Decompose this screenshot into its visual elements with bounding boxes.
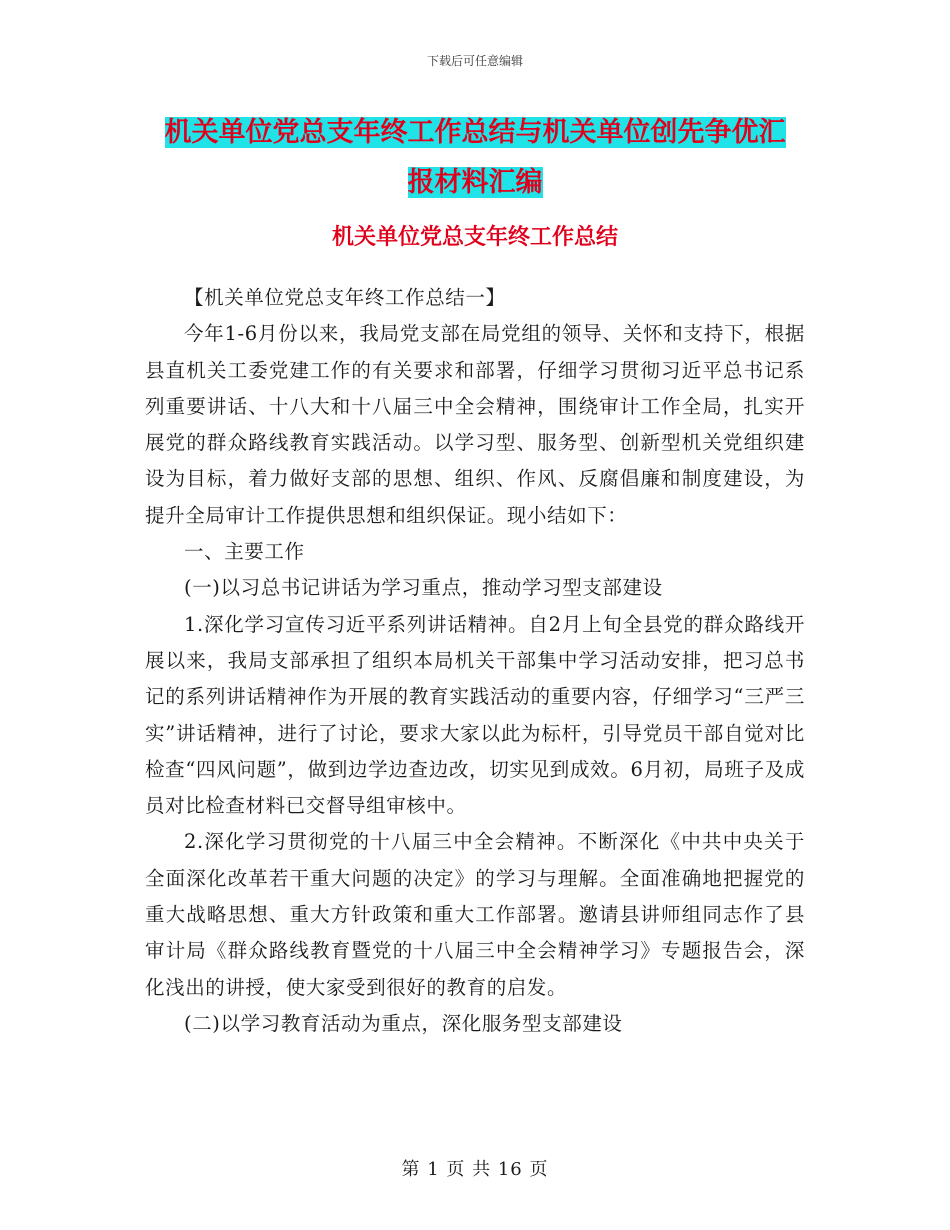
paragraph-heading: (二)以学习教育活动为重点，深化服务型支部建设 (184, 1011, 623, 1035)
paragraph-heading: (一)以习总书记讲话为学习重点，推动学习型支部建设 (184, 576, 663, 600)
paragraph-heading: 一、主要工作 (184, 540, 305, 564)
document-body (145, 280, 805, 1042)
document-title-line1: 机关单位党总支年终工作总结与机关单位创先争优汇 (164, 117, 786, 148)
paragraph: 今年1-6月份以来，我局党支部在局党组的领导、关怀和支持下，根据县直机关工委党建工作的有关要求和部署，仔细学习贯彻习近平总书记系列重要讲话、十八大和十八届三中全会精神，围绕审计工作全局，扎实开展党的群众路线教育实践活动。以学习型、服务型、创新型机关党组织建设为目标，着力做好支部的思想、组织、作风、反腐倡廉和制度建设，为提升全局审计工作提供思想和组织保证。现小结如下： (145, 322, 805, 527)
paragraph: 2.深化学习贯彻党的十八届三中全会精神。不断深化《中共中央关于全面深化改革若干重大问题的决定》的学习与理解。全面准确地把握党的重大战略思想、重大方针政策和重大工作部署。邀请县讲师组同志作了县审计局《群众路线教育暨党的十八届三中全会精神学习》专题报告会，深化浅出的讲授，使大家受到很好的教育的启发。 (145, 830, 805, 999)
section-title: 机关单位党总支年终工作总结 (331, 225, 618, 250)
header-note: 下载后可任意编辑 (426, 54, 523, 68)
document-title-line2: 报材料汇编 (407, 167, 543, 198)
page-footer: 第 1 页 共 16 页 (401, 1159, 549, 1180)
paragraph: 1.深化学习宣传习近平系列讲话精神。自2月上旬全县党的群众路线开展以来，我局支部承担了组织本局机关干部集中学习活动安排，把习总书记的系列讲话精神作为开展的教育实践活动的重要内容，仔细学习“三严三实”讲话精神，进行了讨论，要求大家以此为标杆，引导党员干部自觉对比检查“四风问题”，做到边学边查边改，切实见到成效。6月初，局班子及成员对比检查材料已交督导组审核中。 (145, 612, 805, 818)
document-title (145, 108, 805, 208)
paragraph-heading: 【机关单位党总支年终工作总结一】 (184, 286, 506, 309)
